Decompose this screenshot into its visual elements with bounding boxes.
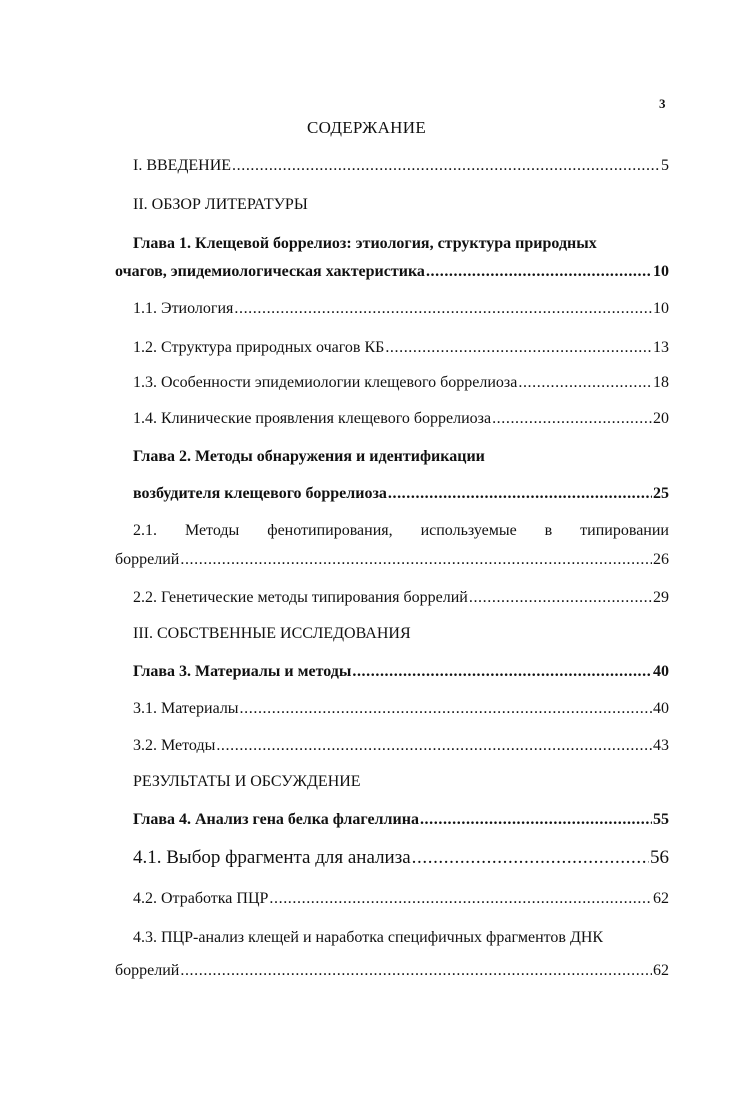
- toc-entry-1-1[interactable]: [133, 299, 669, 319]
- section-heading-results: РЕЗУЛЬТАТЫ И ОБСУЖДЕНИЕ: [133, 773, 361, 790]
- word: в: [544, 522, 553, 539]
- leader-dots: [240, 699, 652, 719]
- toc-entry-ch1[interactable]: [115, 262, 669, 282]
- leader-dots: [216, 736, 652, 756]
- toc-page: 29: [653, 589, 669, 606]
- toc-page: 13: [653, 339, 669, 356]
- toc-page: 25: [653, 485, 669, 502]
- toc-page: 40: [653, 700, 669, 717]
- word: используемые: [420, 522, 517, 539]
- toc-page: 56: [650, 847, 669, 868]
- leader-dots: [469, 588, 652, 608]
- toc-entry-2-1[interactable]: [115, 550, 669, 570]
- leader-dots: [234, 299, 652, 319]
- toc-label: 1.3. Особенности эпидемиологии клещевого боррелиоза: [133, 374, 518, 391]
- leader-dots: [269, 889, 652, 909]
- toc-label: 1.1. Этиология: [133, 300, 234, 317]
- leader-dots: [518, 373, 652, 393]
- leader-dots: [232, 156, 660, 176]
- toc-entry-ch3[interactable]: [133, 662, 669, 682]
- toc-label: 2.2. Генетические методы типирования боррелий: [133, 589, 468, 606]
- toc-page: 18: [653, 374, 669, 391]
- toc-entry-2-1-line1: [133, 521, 669, 541]
- toc-label: 4.3. ПЦР-анализ клещей и наработка специфичных фрагментов ДНК: [133, 929, 604, 946]
- page-title: СОДЕРЖАНИЕ: [306, 118, 427, 137]
- toc-entry-intro[interactable]: [133, 156, 669, 176]
- word: типировании: [580, 522, 669, 539]
- toc-label: Глава 4. Анализ гена белка флагеллина: [133, 811, 419, 828]
- toc-label: 3.2. Методы: [133, 737, 216, 754]
- leader-dots: [180, 550, 652, 570]
- toc-label: 1.2. Структура природных очагов КБ: [133, 339, 385, 356]
- toc-page: 43: [653, 737, 669, 754]
- toc-entry-2-2[interactable]: [133, 588, 669, 608]
- toc-entry-3-1[interactable]: [133, 699, 669, 719]
- toc-page: 55: [653, 811, 669, 828]
- toc-entry-ch1-line1: Глава 1. Клещевой боррелиоз: этиология, структура природных: [133, 235, 597, 252]
- toc-label: 3.1. Материалы: [133, 700, 239, 717]
- toc-entry-1-4[interactable]: [133, 409, 669, 429]
- section-heading-own-research: III. СОБСТВЕННЫЕ ИССЛЕДОВАНИЯ: [133, 625, 411, 642]
- toc-entry-4-1[interactable]: [133, 848, 669, 868]
- leader-dots: [180, 961, 652, 981]
- toc-page: 5: [661, 157, 669, 174]
- leader-dots: [352, 662, 652, 682]
- leader-dots: [426, 262, 652, 282]
- toc-label: I. ВВЕДЕНИЕ: [133, 157, 232, 174]
- toc-entry-3-2[interactable]: [133, 736, 669, 756]
- toc-label: Глава 3. Материалы и методы: [133, 663, 352, 680]
- toc-label: возбудителя клещевого боррелиоза: [133, 485, 387, 502]
- toc-label: боррелий: [115, 962, 180, 979]
- toc-page: 62: [653, 962, 669, 979]
- toc-entry-ch2-line1: Глава 2. Методы обнаружения и идентификации: [133, 448, 485, 465]
- toc-entry-1-2[interactable]: [133, 338, 669, 358]
- toc-entry-4-2[interactable]: [133, 889, 669, 909]
- toc-page: 10: [653, 263, 669, 280]
- section-heading-lit-review: II. ОБЗОР ЛИТЕРАТУРЫ: [133, 196, 308, 213]
- word: фенотипирования,: [267, 522, 393, 539]
- toc-entry-4-3[interactable]: [115, 961, 669, 981]
- leader-dots: [420, 810, 652, 830]
- leader-dots: [492, 409, 652, 429]
- toc-page: 40: [653, 663, 669, 680]
- toc-page: 20: [653, 410, 669, 427]
- word: Методы: [184, 522, 240, 539]
- toc-page: 10: [653, 300, 669, 317]
- toc-label: 1.4. Клинические проявления клещевого боррелиоза: [133, 410, 492, 427]
- toc-label: 4.2. Отработка ПЦР: [133, 890, 269, 907]
- toc-label: 4.1. Выбор фрагмента для анализа: [133, 847, 411, 868]
- toc-entry-4-3-line1: [133, 928, 669, 948]
- word: 2.1.: [133, 522, 157, 539]
- leader-dots: [385, 338, 652, 358]
- toc-entry-1-3[interactable]: [133, 373, 669, 393]
- toc-entry-ch2[interactable]: [133, 484, 669, 504]
- toc-page: 26: [653, 551, 669, 568]
- toc-label: боррелий: [115, 551, 180, 568]
- leader-dots: [412, 848, 649, 868]
- toc-page: 62: [653, 890, 669, 907]
- page-number: 3: [659, 96, 666, 111]
- toc-label: очагов, эпидемиологическая хактеристика: [115, 263, 425, 280]
- toc-entry-ch4[interactable]: [133, 810, 669, 830]
- leader-dots: [388, 484, 652, 504]
